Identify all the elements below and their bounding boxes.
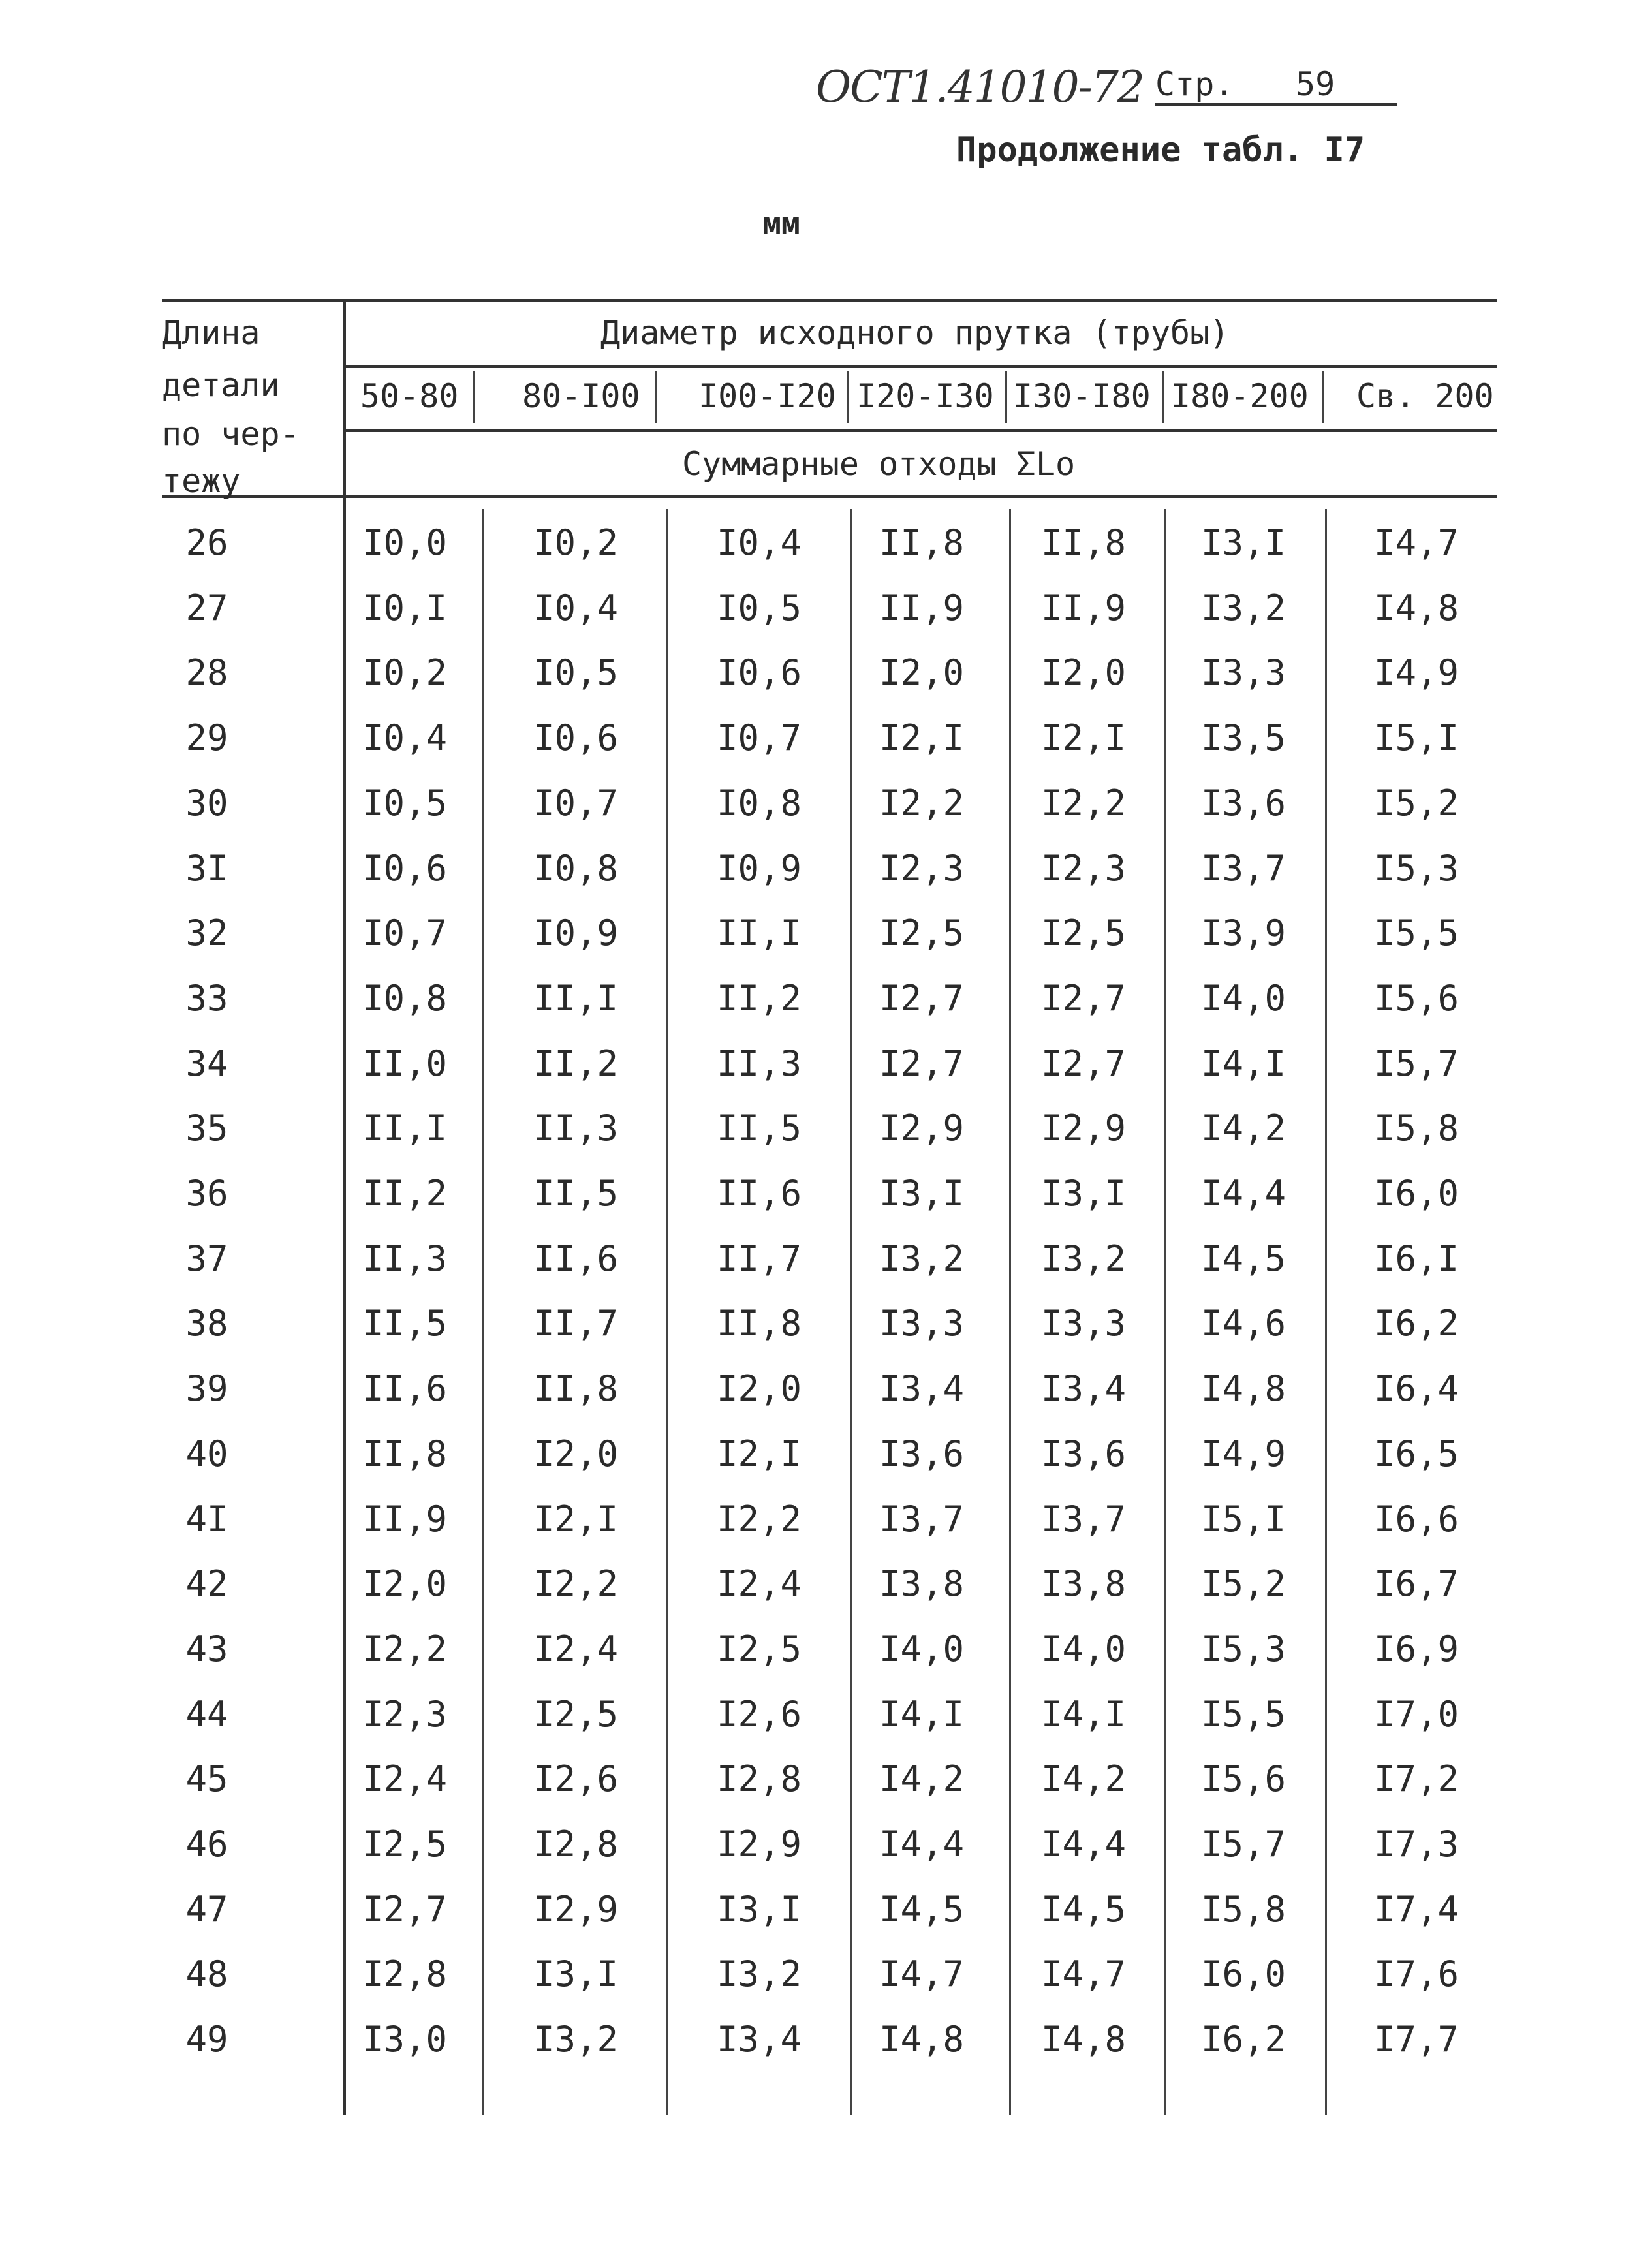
waste-value-cell: I2,9 [879, 1108, 965, 1149]
waste-value-cell: I5,8 [1200, 1889, 1286, 1930]
waste-value-cell: I4,7 [1040, 1953, 1127, 1995]
waste-value-cell: I2,4 [362, 1758, 448, 1799]
waste-value-cell: I2,2 [879, 783, 965, 824]
waste-value-cell: I2,7 [879, 978, 965, 1019]
row-length-cell: 44 [185, 1694, 228, 1735]
column-header: I20-I30 [856, 377, 994, 415]
waste-value-cell: I2,3 [1040, 848, 1127, 889]
waste-value-cell: I2,2 [533, 1563, 619, 1604]
column-rule [666, 509, 668, 2115]
waste-value-cell: I4,7 [1373, 522, 1459, 563]
waste-value-cell: I3,2 [1200, 587, 1286, 629]
waste-value-cell: I4,0 [1040, 1628, 1127, 1670]
waste-value-cell: I6,6 [1373, 1499, 1459, 1540]
waste-value-cell: I2,9 [1040, 1108, 1127, 1149]
waste-value-cell: I3,7 [1200, 848, 1286, 889]
waste-value-cell: I3,I [533, 1953, 619, 1995]
group-header: Диаметр исходного прутка (трубы) [600, 314, 1230, 352]
row-header-line: Длина [162, 314, 260, 352]
waste-value-cell: I3,3 [1200, 652, 1286, 693]
waste-value-cell: I0,4 [362, 717, 448, 758]
waste-value-cell: I2,8 [716, 1758, 802, 1799]
waste-value-cell: I2,6 [716, 1694, 802, 1735]
waste-value-cell: I7,6 [1373, 1953, 1459, 1995]
waste-value-cell: I3,7 [879, 1499, 965, 1540]
waste-value-cell: II,5 [533, 1173, 619, 1214]
waste-value-cell: I2,I [533, 1499, 619, 1540]
waste-value-cell: II,3 [716, 1043, 802, 1084]
waste-value-cell: I4,4 [1040, 1824, 1127, 1865]
waste-value-cell: I6,2 [1200, 2019, 1286, 2060]
waste-value-cell: I6,2 [1373, 1303, 1459, 1344]
row-length-cell: 35 [185, 1108, 228, 1149]
table-top-rule [162, 299, 1497, 302]
waste-value-cell: I2,7 [1040, 978, 1127, 1019]
waste-value-cell: I4,4 [1200, 1173, 1286, 1214]
waste-value-cell: I2,0 [716, 1368, 802, 1409]
waste-value-cell: I5,I [1200, 1499, 1286, 1540]
waste-value-cell: I0,7 [716, 717, 802, 758]
waste-value-cell: I0,5 [533, 652, 619, 693]
waste-value-cell: I2,5 [533, 1694, 619, 1735]
row-length-cell: 42 [185, 1563, 228, 1604]
waste-value-cell: I3,4 [879, 1368, 965, 1409]
row-length-cell: 33 [185, 978, 228, 1019]
column-rule [1325, 509, 1327, 2115]
waste-value-cell: II,I [362, 1108, 448, 1149]
waste-value-cell: I5,7 [1200, 1824, 1286, 1865]
waste-value-cell: I4,5 [879, 1889, 965, 1930]
waste-value-cell: I0,8 [533, 848, 619, 889]
waste-value-cell: I4,8 [1200, 1368, 1286, 1409]
waste-value-cell: I2,9 [533, 1889, 619, 1930]
column-header-rule [345, 365, 1497, 368]
waste-value-cell: I0,I [362, 587, 448, 629]
waste-value-cell: I2,9 [716, 1824, 802, 1865]
waste-value-cell: I0,5 [716, 587, 802, 629]
waste-value-cell: I4,0 [1200, 978, 1286, 1019]
waste-value-cell: I3,I [1040, 1173, 1127, 1214]
waste-value-cell: I4,7 [879, 1953, 965, 1995]
row-length-cell: 4I [185, 1499, 228, 1540]
waste-value-cell: I7,3 [1373, 1824, 1459, 1865]
waste-value-cell: II,9 [879, 587, 965, 629]
waste-value-cell: I0,9 [533, 912, 619, 954]
waste-value-cell: II,5 [716, 1108, 802, 1149]
row-length-cell: 39 [185, 1368, 228, 1409]
waste-value-cell: I3,4 [716, 2019, 802, 2060]
waste-value-cell: I4,2 [1040, 1758, 1127, 1799]
row-length-cell: 26 [185, 522, 228, 563]
waste-value-cell: I2,2 [362, 1628, 448, 1670]
waste-value-cell: I2,6 [533, 1758, 619, 1799]
waste-value-cell: II,8 [716, 1303, 802, 1344]
waste-value-cell: I6,5 [1373, 1433, 1459, 1474]
column-header: 50-80 [360, 377, 459, 415]
waste-value-cell: I0,2 [362, 652, 448, 693]
column-header: I00-I20 [698, 377, 836, 415]
row-length-cell: 40 [185, 1433, 228, 1474]
waste-value-cell: I7,7 [1373, 2019, 1459, 2060]
waste-value-cell: II,3 [533, 1108, 619, 1149]
waste-value-cell: II,7 [533, 1303, 619, 1344]
waste-value-cell: I3,2 [533, 2019, 619, 2060]
waste-value-cell: II,8 [533, 1368, 619, 1409]
row-length-cell: 38 [185, 1303, 228, 1344]
row-length-cell: 46 [185, 1824, 228, 1865]
waste-value-cell: I4,8 [879, 2019, 965, 2060]
waste-value-cell: I3,3 [1040, 1303, 1127, 1344]
waste-value-cell: I4,4 [879, 1824, 965, 1865]
column-separator [847, 371, 849, 423]
waste-value-cell: II,8 [362, 1433, 448, 1474]
column-separator [1162, 371, 1164, 423]
waste-value-cell: I2,7 [879, 1043, 965, 1084]
waste-value-cell: I7,4 [1373, 1889, 1459, 1930]
waste-value-cell: I3,3 [879, 1303, 965, 1344]
page-number: 59 [1296, 65, 1335, 103]
waste-value-cell: I6,0 [1200, 1953, 1286, 1995]
row-length-cell: 30 [185, 783, 228, 824]
waste-value-cell: II,8 [1040, 522, 1127, 563]
waste-value-cell: I3,9 [1200, 912, 1286, 954]
waste-value-cell: I3,0 [362, 2019, 448, 2060]
waste-value-cell: I2,4 [716, 1563, 802, 1604]
column-rule [1164, 509, 1166, 2115]
row-length-cell: 28 [185, 652, 228, 693]
waste-value-cell: I5,6 [1373, 978, 1459, 1019]
waste-value-cell: I3,7 [1040, 1499, 1127, 1540]
waste-value-cell: I4,9 [1200, 1433, 1286, 1474]
subheader-rule [345, 429, 1497, 432]
waste-value-cell: I3,6 [1200, 783, 1286, 824]
waste-value-cell: I2,3 [362, 1694, 448, 1735]
page-label: Стр. [1155, 65, 1397, 106]
waste-value-cell: I0,5 [362, 783, 448, 824]
waste-value-cell: I0,0 [362, 522, 448, 563]
row-length-cell: 49 [185, 2019, 228, 2060]
waste-value-cell: I4,9 [1373, 652, 1459, 693]
column-header: I30-I80 [1013, 377, 1151, 415]
waste-value-cell: II,I [533, 978, 619, 1019]
waste-value-cell: II,6 [533, 1238, 619, 1279]
waste-value-cell: II,8 [879, 522, 965, 563]
waste-value-cell: I2,5 [716, 1628, 802, 1670]
row-length-cell: 48 [185, 1953, 228, 1995]
waste-value-cell: I6,7 [1373, 1563, 1459, 1604]
waste-value-cell: I7,0 [1373, 1694, 1459, 1735]
waste-value-cell: I5,3 [1373, 848, 1459, 889]
waste-value-cell: II,0 [362, 1043, 448, 1084]
waste-value-cell: I3,4 [1040, 1368, 1127, 1409]
waste-value-cell: I2,0 [1040, 652, 1127, 693]
waste-value-cell: I5,I [1373, 717, 1459, 758]
waste-value-cell: I2,0 [879, 652, 965, 693]
waste-value-cell: I0,4 [716, 522, 802, 563]
waste-value-cell: I0,7 [533, 783, 619, 824]
table-continuation-title: Продолжение табл. I7 [956, 131, 1365, 170]
row-header-line: по чер- [162, 415, 300, 453]
waste-value-cell: I5,5 [1200, 1694, 1286, 1735]
row-length-cell: 47 [185, 1889, 228, 1930]
waste-value-cell: II,3 [362, 1238, 448, 1279]
waste-value-cell: I3,2 [1040, 1238, 1127, 1279]
row-length-cell: 34 [185, 1043, 228, 1084]
row-length-cell: 36 [185, 1173, 228, 1214]
waste-value-cell: I3,I [1200, 522, 1286, 563]
waste-value-cell: II,2 [362, 1173, 448, 1214]
column-header: I80-200 [1171, 377, 1309, 415]
waste-value-cell: I2,8 [362, 1953, 448, 1995]
column-rule [1009, 509, 1011, 2115]
waste-value-cell: II,9 [362, 1499, 448, 1540]
column-rule [482, 509, 484, 2115]
row-header-line: детали [162, 366, 280, 404]
waste-value-cell: I4,2 [879, 1758, 965, 1799]
waste-value-cell: II,2 [716, 978, 802, 1019]
waste-value-cell: I2,0 [533, 1433, 619, 1474]
waste-value-cell: I0,6 [533, 717, 619, 758]
waste-value-cell: I4,5 [1200, 1238, 1286, 1279]
waste-value-cell: I5,8 [1373, 1108, 1459, 1149]
row-length-cell: 32 [185, 912, 228, 954]
waste-value-cell: I4,8 [1373, 587, 1459, 629]
subheader: Суммарные отходы ΣLo [682, 445, 1076, 483]
document-code: ОСТ1.41010-72 [816, 62, 1144, 112]
waste-value-cell: II,9 [1040, 587, 1127, 629]
waste-value-cell: I5,2 [1200, 1563, 1286, 1604]
waste-value-cell: I2,I [879, 717, 965, 758]
waste-value-cell: I5,6 [1200, 1758, 1286, 1799]
row-header-line: тежу [162, 462, 241, 500]
waste-value-cell: I2,5 [362, 1824, 448, 1865]
waste-value-cell: I2,2 [1040, 783, 1127, 824]
row-length-cell: 3I [185, 848, 228, 889]
waste-value-cell: I0,9 [716, 848, 802, 889]
waste-value-cell: II,I [716, 912, 802, 954]
row-length-cell: 45 [185, 1758, 228, 1799]
waste-value-cell: I2,5 [1040, 912, 1127, 954]
waste-value-cell: I6,4 [1373, 1368, 1459, 1409]
row-length-cell: 27 [185, 587, 228, 629]
waste-value-cell: II,7 [716, 1238, 802, 1279]
waste-value-cell: II,2 [533, 1043, 619, 1084]
waste-value-cell: I2,8 [533, 1824, 619, 1865]
column-separator [1005, 371, 1007, 423]
waste-value-cell: I7,2 [1373, 1758, 1459, 1799]
waste-value-cell: I4,8 [1040, 2019, 1127, 2060]
waste-value-cell: I0,8 [716, 783, 802, 824]
waste-value-cell: I3,I [879, 1173, 965, 1214]
waste-value-cell: I2,7 [1040, 1043, 1127, 1084]
waste-value-cell: I3,5 [1200, 717, 1286, 758]
waste-value-cell: II,6 [716, 1173, 802, 1214]
waste-value-cell: I4,6 [1200, 1303, 1286, 1344]
waste-value-cell: I2,I [716, 1433, 802, 1474]
waste-value-cell: I5,5 [1373, 912, 1459, 954]
waste-value-cell: I2,0 [362, 1563, 448, 1604]
waste-value-cell: I0,6 [716, 652, 802, 693]
column-header: Св. 200 [1356, 377, 1494, 415]
waste-value-cell: I5,7 [1373, 1043, 1459, 1084]
waste-value-cell: I2,7 [362, 1889, 448, 1930]
waste-value-cell: II,6 [362, 1368, 448, 1409]
row-length-cell: 29 [185, 717, 228, 758]
waste-value-cell: I4,I [879, 1694, 965, 1735]
waste-value-cell: I3,8 [1040, 1563, 1127, 1604]
column-separator [655, 371, 657, 423]
waste-value-cell: I6,I [1373, 1238, 1459, 1279]
waste-value-cell: I0,7 [362, 912, 448, 954]
waste-value-cell: I4,I [1040, 1694, 1127, 1735]
waste-value-cell: I2,5 [879, 912, 965, 954]
waste-value-cell: I2,2 [716, 1499, 802, 1540]
column-separator [473, 371, 475, 423]
header-bottom-rule [162, 495, 1497, 498]
waste-value-cell: I4,2 [1200, 1108, 1286, 1149]
waste-value-cell: I0,6 [362, 848, 448, 889]
waste-value-cell: I0,2 [533, 522, 619, 563]
waste-value-cell: I4,5 [1040, 1889, 1127, 1930]
waste-value-cell: I3,6 [879, 1433, 965, 1474]
waste-value-cell: I3,2 [879, 1238, 965, 1279]
waste-value-cell: I6,0 [1373, 1173, 1459, 1214]
row-length-cell: 43 [185, 1628, 228, 1670]
row-length-cell: 37 [185, 1238, 228, 1279]
waste-value-cell: I4,I [1200, 1043, 1286, 1084]
waste-value-cell: I0,8 [362, 978, 448, 1019]
waste-value-cell: I6,9 [1373, 1628, 1459, 1670]
waste-value-cell: I5,3 [1200, 1628, 1286, 1670]
waste-value-cell: I0,4 [533, 587, 619, 629]
waste-value-cell: I3,I [716, 1889, 802, 1930]
waste-value-cell: I3,6 [1040, 1433, 1127, 1474]
waste-value-cell: I3,2 [716, 1953, 802, 1995]
unit-label: мм [762, 206, 800, 242]
waste-value-cell: I2,4 [533, 1628, 619, 1670]
column-header: 80-I00 [522, 377, 640, 415]
waste-value-cell: II,5 [362, 1303, 448, 1344]
waste-value-cell: I4,0 [879, 1628, 965, 1670]
waste-value-cell: I3,8 [879, 1563, 965, 1604]
column-separator [1322, 371, 1324, 423]
waste-value-cell: I2,3 [879, 848, 965, 889]
waste-value-cell: I5,2 [1373, 783, 1459, 824]
column-rule [850, 509, 852, 2115]
waste-value-cell: I2,I [1040, 717, 1127, 758]
